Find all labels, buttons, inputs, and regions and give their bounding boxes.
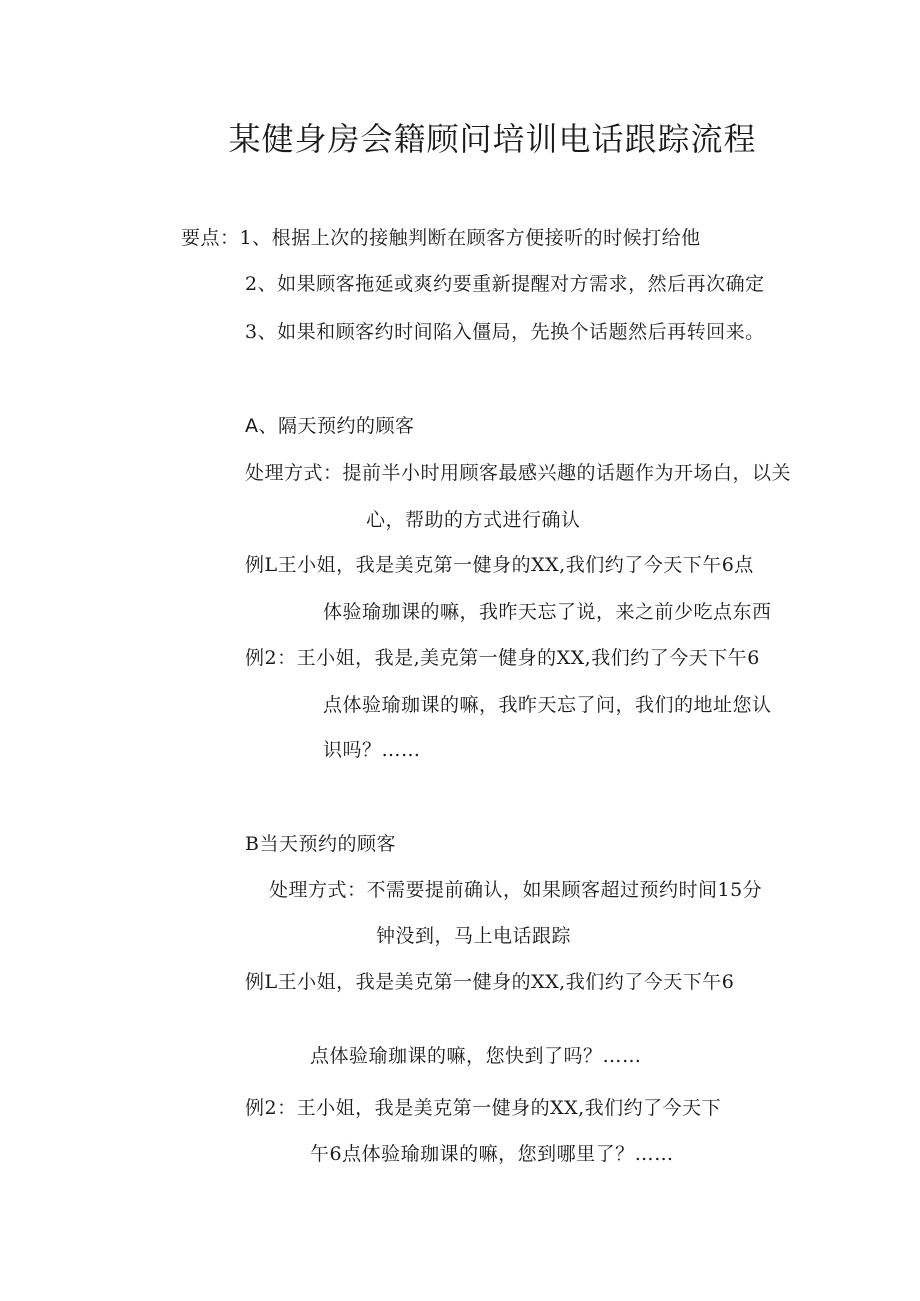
key-point-3: 3、如果和顾客约时间陷入僵局，先换个话题然后再转回来。 [245,321,765,343]
section-b-example-2: 例2：王小姐，我是美克第一健身的XX,我们约了今天下 [245,1097,722,1119]
section-b-example-1: 例L王小姐，我是美克第一健身的XX,我们约了今天下午6 [245,971,735,993]
section-b-example-2-cont: 午6点体验瑜珈课的嘛，您到哪里了？…… [310,1143,674,1165]
section-b-heading: B当天预约的顾客 [245,833,396,855]
section-b-method: 处理方式：不需要提前确认，如果顾客超过预约时间15分 [269,879,763,901]
section-a-method-cont: 心，帮助的方式进行确认 [366,509,581,531]
key-point-1 [181,226,701,250]
key-point-2: 2、如果顾客拖延或爽约要重新提醒对方需求，然后再次确定 [245,273,765,295]
section-a-heading [245,414,415,438]
section-a-example-2-cont: 点体验瑜珈课的嘛，我昨天忘了问，我们的地址您认 [323,694,772,716]
section-a-example-2-end: 识吗？…… [323,739,421,761]
section-b-example-1-cont: 点体验瑜珈课的嘛，您快到了吗？…… [310,1045,642,1067]
section-a-heading-text: 、隔天预约的顾客 [258,415,415,437]
section-b-method-cont: 钟没到，马上电话跟踪 [376,925,572,947]
key-points-lead: 要点： [181,227,240,249]
section-a-example-1-cont: 体验瑜珈课的嘛，我昨天忘了说，来之前少吃点东西 [323,601,772,623]
section-a-method: 处理方式：提前半小时用顾客最感兴趣的话题作为开场白，以关 [245,462,792,484]
document-title: 某健身房会籍顾问培训电话跟踪流程 [228,120,757,158]
section-a-example-2: 例2：王小姐，我是,美克第一健身的XX,我们约了今天下午6 [245,647,760,669]
key-point-text: 1、根据上次的接触判断在顾客方便接听的时候打给他 [239,227,701,249]
section-a-marker: A [245,415,259,437]
section-a-example-1: 例L王小姐，我是美克第一健身的XX,我们约了今天下午6点 [245,554,754,576]
